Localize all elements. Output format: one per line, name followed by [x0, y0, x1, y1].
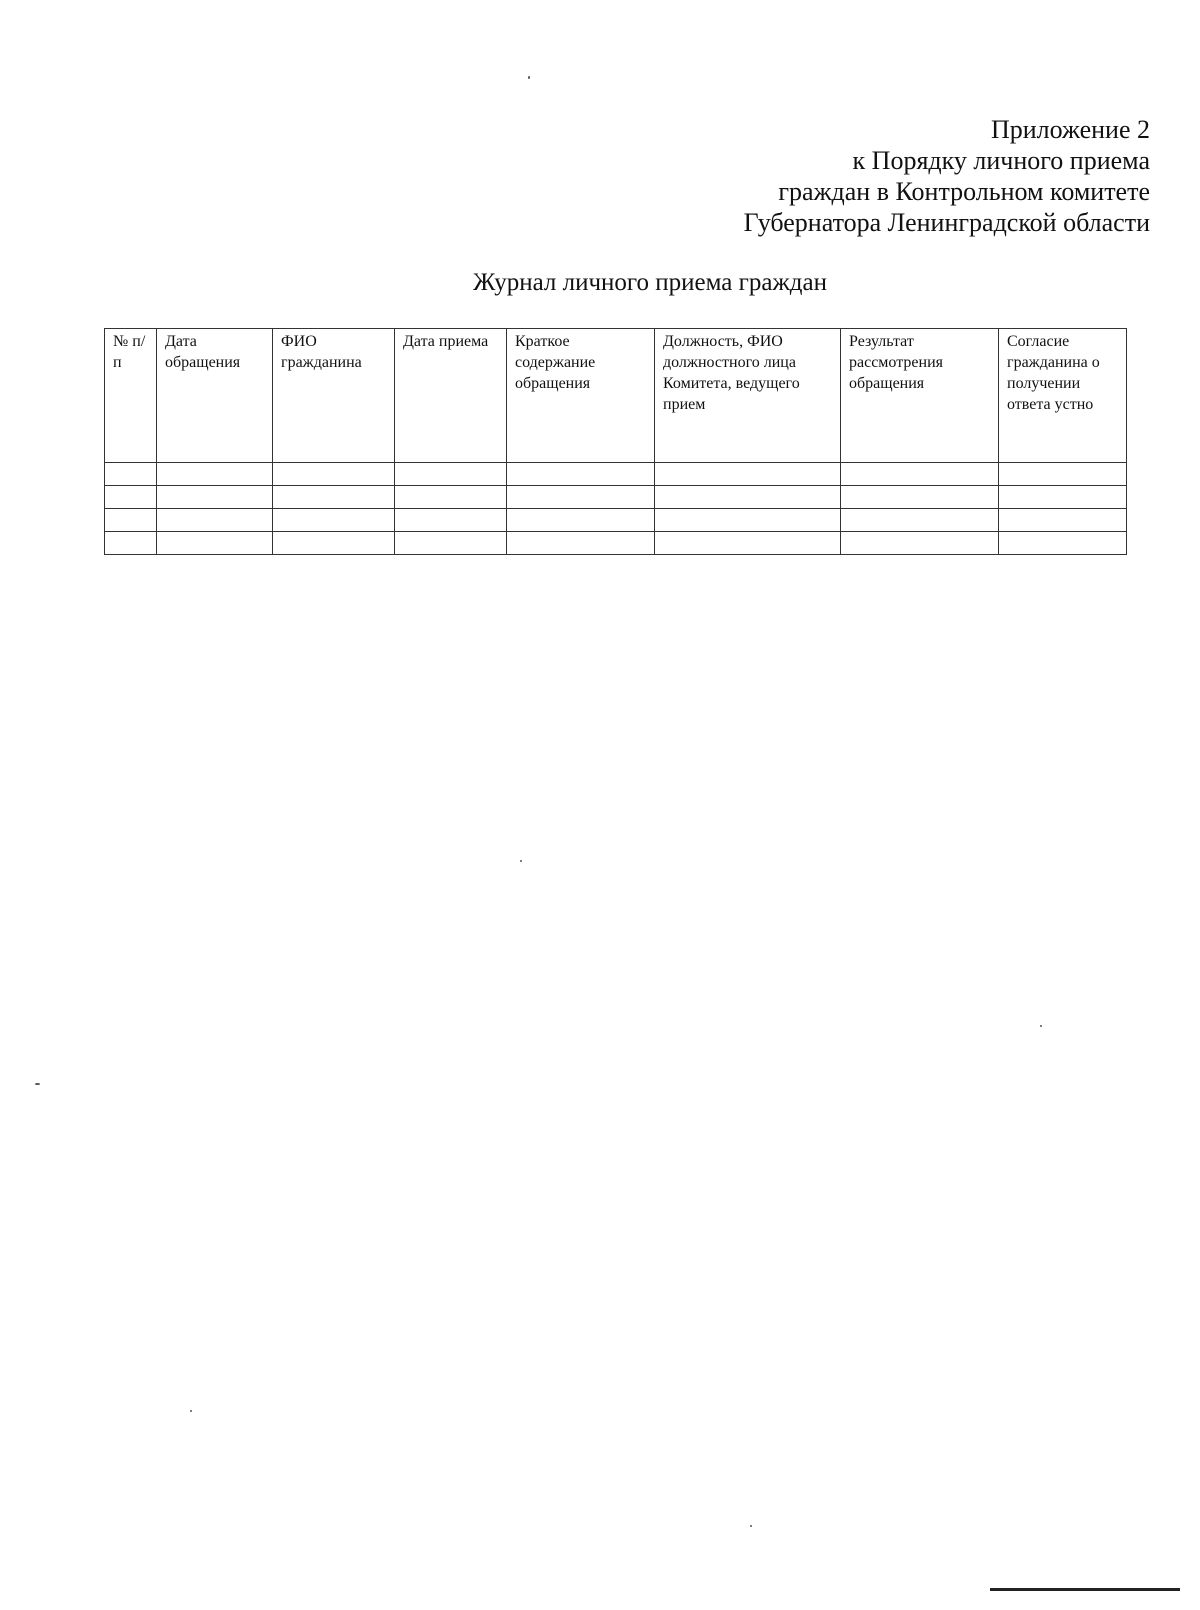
- table-cell: [841, 509, 999, 532]
- table-cell: [999, 463, 1127, 486]
- table-cell: [157, 463, 273, 486]
- table-cell: [655, 532, 841, 555]
- scan-speck: [190, 1410, 192, 1412]
- scan-speck: [35, 1083, 40, 1085]
- col-header-number: № п/п: [105, 329, 157, 463]
- table-cell: [157, 486, 273, 509]
- col-header-reception-date: Дата приема: [395, 329, 507, 463]
- table-cell: [273, 509, 395, 532]
- table-cell: [105, 463, 157, 486]
- table-cell: [157, 532, 273, 555]
- scan-speck: [1040, 1025, 1042, 1027]
- signature-line: [990, 1588, 1180, 1591]
- table-row: [105, 509, 1127, 532]
- table-cell: [395, 463, 507, 486]
- col-header-citizen-name: ФИО гражданина: [273, 329, 395, 463]
- table-cell: [395, 509, 507, 532]
- table-cell: [841, 463, 999, 486]
- table-cell: [841, 486, 999, 509]
- scan-speck: [750, 1525, 752, 1527]
- table-cell: [395, 532, 507, 555]
- journal-title: Журнал личного приема граждан: [473, 269, 827, 296]
- table-cell: [507, 509, 655, 532]
- table-cell: [655, 463, 841, 486]
- table-cell: [105, 509, 157, 532]
- table-cell: [655, 509, 841, 532]
- table-cell: [273, 486, 395, 509]
- col-header-summary: Краткое содержание обращения: [507, 329, 655, 463]
- col-header-request-date: Дата обращения: [157, 329, 273, 463]
- table-cell: [999, 509, 1127, 532]
- reception-log-table: [104, 328, 1127, 555]
- table-cell: [999, 486, 1127, 509]
- appendix-line-2: к Порядку личного приема: [852, 146, 1150, 175]
- table-row: [105, 463, 1127, 486]
- table-header-row: [105, 329, 1127, 463]
- appendix-line-1: Приложение 2: [990, 115, 1150, 144]
- table-cell: [655, 486, 841, 509]
- table-cell: [273, 532, 395, 555]
- col-header-official: Должность, ФИО должностного лица Комитета, ведущего прием: [655, 329, 841, 463]
- table-cell: [507, 463, 655, 486]
- table-row: [105, 486, 1127, 509]
- table-cell: [273, 463, 395, 486]
- table-cell: [157, 509, 273, 532]
- appendix-line-4: Губернатора Ленинградской области: [743, 208, 1150, 237]
- table-row: [105, 532, 1127, 555]
- col-header-oral-consent: Согласие гражданина о получении ответа устно: [999, 329, 1127, 463]
- table-cell: [507, 532, 655, 555]
- table-cell: [105, 486, 157, 509]
- table-cell: [999, 532, 1127, 555]
- scan-speck: [528, 76, 530, 79]
- appendix-line-3: граждан в Контрольном комитете: [778, 177, 1150, 206]
- scan-speck: [520, 860, 522, 862]
- table-cell: [395, 486, 507, 509]
- table-cell: [841, 532, 999, 555]
- table-cell: [507, 486, 655, 509]
- table-cell: [105, 532, 157, 555]
- col-header-result: Результат рассмотрения обращения: [841, 329, 999, 463]
- appendix-header: [744, 114, 1150, 238]
